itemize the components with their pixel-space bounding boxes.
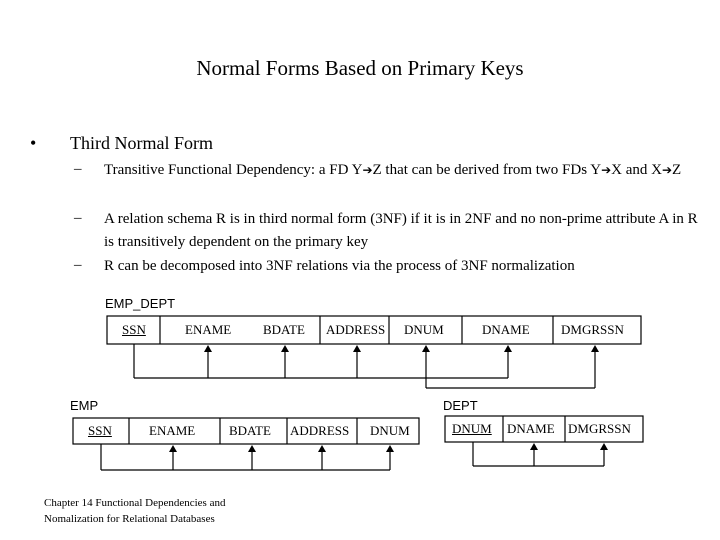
caption-line: Chapter 14 Functional Dependencies and <box>44 497 226 509</box>
attr-emp-dept-ssn: SSN <box>122 322 146 337</box>
attr-emp-bdate: BDATE <box>229 423 271 438</box>
attr-emp-dept-dname: DNAME <box>482 322 530 337</box>
arrowhead <box>530 443 538 450</box>
slide-title: Normal Forms Based on Primary Keys <box>196 56 524 80</box>
attr-emp-ename: ENAME <box>149 423 196 438</box>
arrowhead <box>386 445 394 452</box>
dash-marker: – <box>74 210 82 226</box>
caption-line: Nomalization for Relational Databases <box>44 513 215 525</box>
subpoint-3nf-definition: A relation schema R is in third normal form (3NF) if it is in 2NF and no non-prime attribute A in R is transitively dependent on the primary key <box>104 211 698 250</box>
right-arrow-icon: ➔ <box>362 163 373 177</box>
attr-dept-dnum: DNUM <box>452 421 492 436</box>
attr-emp-ssn: SSN <box>88 423 112 438</box>
arrowhead <box>422 345 430 352</box>
attr-emp-dept-dmgrssn: DMGRSSN <box>561 322 624 337</box>
attr-emp-dept-bdate: BDATE <box>263 322 305 337</box>
right-arrow-icon: ➔ <box>661 163 673 177</box>
arrowhead <box>504 345 512 352</box>
relation-label-dept: DEPT <box>443 398 478 413</box>
dash-marker: – <box>74 161 82 177</box>
subpoint-text-part: Transitive Functional Dependency: a FD Y <box>104 162 363 178</box>
attr-dept-dname: DNAME <box>507 421 555 436</box>
bullet-heading: Third Normal Form <box>70 133 213 153</box>
dash-marker: – <box>74 257 82 273</box>
slide-footer-caption <box>44 495 225 527</box>
attr-emp-dnum: DNUM <box>370 423 410 438</box>
arrowhead <box>204 345 212 352</box>
attr-dept-dmgrssn: DMGRSSN <box>568 421 631 436</box>
relation-label-emp: EMP <box>70 398 99 413</box>
right-arrow-icon: ➔ <box>601 163 612 177</box>
subpoint-text-part: Z <box>672 162 682 178</box>
arrowhead <box>169 445 177 452</box>
relation-label-emp-dept: EMP_DEPT <box>105 296 176 311</box>
arrowhead <box>318 445 326 452</box>
arrowhead <box>281 345 289 352</box>
attr-emp-dept-ename: ENAME <box>185 322 232 337</box>
attr-emp-address: ADDRESS <box>290 423 350 438</box>
arrowhead <box>353 345 361 352</box>
arrowhead <box>248 445 256 452</box>
subpoint-text-part: Z that can be derived from two FDs Y <box>372 162 602 178</box>
subpoint-text-part: X and X <box>611 162 662 178</box>
arrowhead <box>591 345 599 352</box>
attr-emp-dept-address: ADDRESS <box>326 322 386 337</box>
subpoint-decomposition: R can be decomposed into 3NF relations via the process of 3NF normalization <box>104 258 575 274</box>
attr-emp-dept-dnum: DNUM <box>404 322 444 337</box>
bullet-marker: • <box>30 133 37 153</box>
arrowhead <box>600 443 608 450</box>
